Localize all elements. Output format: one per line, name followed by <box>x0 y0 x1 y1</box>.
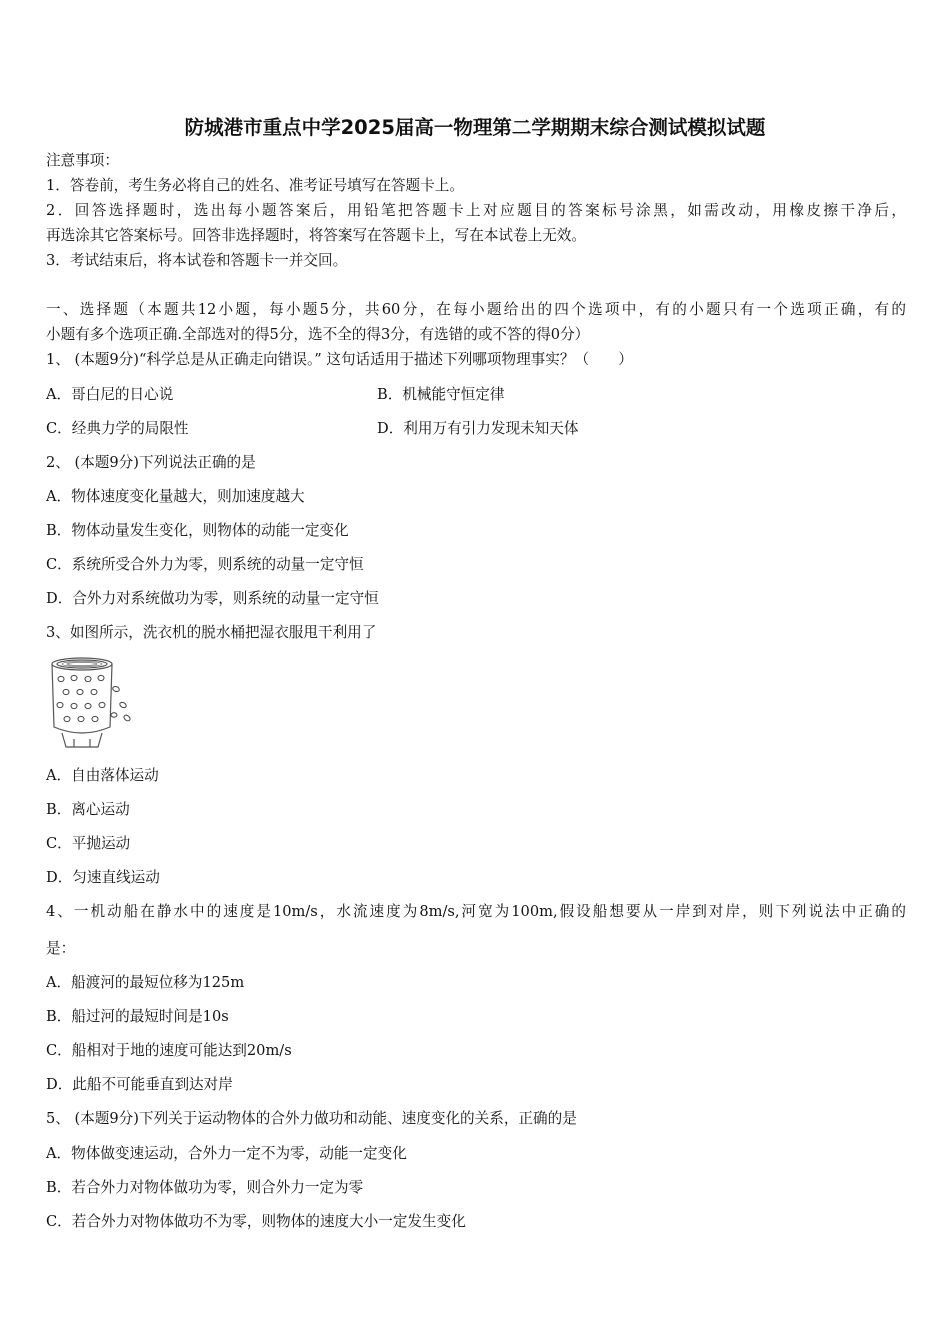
page-title: 防城港市重点中学2025届高一物理第二学期期末综合测试模拟试题 <box>184 116 766 139</box>
notice-item: 2．回答选择题时，选出每小题答案后，用铅笔把答题卡上对应题目的答案标号涂黑，如需改动，用橡皮擦干净后， <box>46 202 906 219</box>
question-option: A．船渡河的最短位移为125m <box>46 974 245 991</box>
question-stem: 2、 (本题9分)下列说法正确的是 <box>46 454 256 471</box>
question-option: C．经典力学的局限性 <box>46 420 189 437</box>
notice-heading: 注意事项： <box>46 152 119 169</box>
notice-item: 3．考试结束后，将本试卷和答题卡一并交回。 <box>46 252 348 269</box>
question-option: C．若合外力对物体做功不为零，则物体的速度大小一定发生变化 <box>46 1213 466 1230</box>
question-stem: 5、 (本题9分)下列关于运动物体的合外力做功和动能、速度变化的关系，正确的是 <box>46 1110 577 1127</box>
question-option: C．船相对于地的速度可能达到20m/s <box>46 1042 292 1059</box>
question-option: B．离心运动 <box>46 801 130 818</box>
question-option: C．系统所受合外力为零，则系统的动量一定守恒 <box>46 556 364 573</box>
question-option: A．哥白尼的日心说 <box>46 386 174 403</box>
question-option: D．此船不可能垂直到达对岸 <box>46 1076 233 1093</box>
question-option: C．平抛运动 <box>46 835 131 852</box>
notice-item: 1．答卷前，考生务必将自己的姓名、准考证号填写在答题卡上。 <box>46 177 464 194</box>
question-option: B．船过河的最短时间是10s <box>46 1008 229 1025</box>
question-option: A．物体速度变化量越大，则加速度越大 <box>46 488 305 505</box>
question-stem: 3、如图所示，洗衣机的脱水桶把湿衣服甩干利用了 <box>46 624 377 641</box>
section-instructions: 一、选择题（本题共12小题，每小题5分，共60分，在每小题给出的四个选项中，有的小题只有一个选项正确，有的 <box>46 301 906 318</box>
question-option: A．自由落体运动 <box>46 767 159 784</box>
notice-item: 再选涂其它答案标号。回答非选择题时，将答案写在答题卡上，写在本试卷上无效。 <box>46 227 586 244</box>
question-option: B．物体动量发生变化，则物体的动能一定变化 <box>46 522 349 539</box>
washing-machine-drum-icon <box>44 655 139 752</box>
question-option: D．合外力对系统做功为零，则系统的动量一定守恒 <box>46 590 379 607</box>
question-option: D．利用万有引力发现未知天体 <box>377 420 579 437</box>
question-option: B．机械能守恒定律 <box>377 386 505 403</box>
question-option: B．若合外力对物体做功为零，则合外力一定为零 <box>46 1179 364 1196</box>
question-stem: 是： <box>46 940 76 957</box>
section-instructions: 小题有多个选项正确.全部选对的得5分，选不全的得3分，有选错的或不答的得0分） <box>46 326 590 343</box>
question-stem: 1、 (本题9分)“科学总是从正确走向错误。” 这句话适用于描述下列哪项物理事实？（ ） <box>46 351 633 368</box>
question-stem: 4、一机动船在静水中的速度是10m/s，水流速度为8m/s,河宽为100m,假设船想要从一岸到对岸，则下列说法中正确的 <box>46 903 906 920</box>
question-option: D．匀速直线运动 <box>46 869 160 886</box>
question-option: A．物体做变速运动，合外力一定不为零，动能一定变化 <box>46 1145 407 1162</box>
